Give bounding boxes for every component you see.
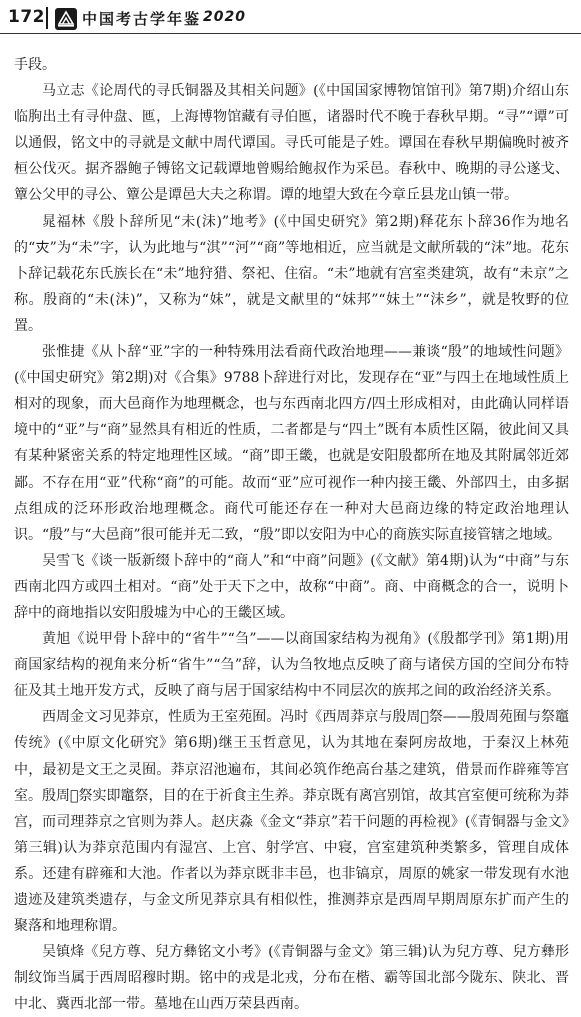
book-title: 中国考古学年鉴 — [82, 10, 202, 28]
paragraph: 西周金文习见莽京，性质为王室苑囿。冯时《西周莽京与殷周𬆌祭——殷周苑囿与祭竈传统》(《中原文化研究》第6期)继王玉哲意见，认为其地在秦阿房故地，于秦汉上林苑中，最初是文王之灵囿。莽京沼池遍布，其间必筑作绝高台基之建筑，借景而作辟雍等宫室。殷周𬆌祭实即竈祭，目的在于祈食主生养。莽京既有离宫别馆，故其宫室便可统称为莽宫，而司理莽京之官则为莽人。赵庆淼《金文“莽京”若干问题的再检视》(《青铜器与金文》第三辑)认为莽京范围内有湿宫、上宫、射学宫、中寝，宫室建筑种类繁多，管理自成体系。还建有辟雍和大池。作者以为莽京既非丰邑，也非镐京，周原的姚家一带发现有水池遗迹及建筑类遗存，与金文所见莽京具有相似性，推测莽京是西周早期周原东扩而产生的聚落和地理称谓。 — [14, 709, 569, 935]
paragraph: 手段。 — [14, 57, 56, 73]
paragraph: 吴雪飞《谈一版新缀卜辞中的“商人”和“中商”问题》(《文献》第4期)认为“中商”与东西南北四方或四土相对。“商”处于天下之中，故称“中商”。商、中商概念的合一，说明卜辞中的商地指以安阳殷墟为中心的王畿区域。 — [14, 552, 569, 621]
paragraph: 黄旭《说甲骨卜辞中的“省牛”“刍”——以商国家结构为视角》(《殷都学刊》第1期)用商国家结构的视角来分析“省牛”“刍”辞，认为刍牧地点反映了商与诸侯方国的空间分布特征及其土地开发方式，反映了商与居于国家结构中不同层次的族邦之间的政治经济关系。 — [14, 631, 569, 700]
paragraph: 马立志《论周代的寻氏铜器及其相关问题》(《中国国家博物馆馆刊》第7期)介绍山东临朐出土有寻仲盘、匜，上海博物馆藏有寻伯匜，诸器时代不晚于春秋早期。“寻”“谭”可以通假，铭文中的寻就是文献中周代谭国。寻氏可能是子姓。谭国在春秋早期偏晚时被齐桓公伐灭。据齐器鲍子镈铭文记载谭地曾赐给鲍叔作为采邑。春秋中、晚期的寻公遂戈、簟公父甲的寻公、簟公是谭邑大夫之称谓。谭的地望大致在今章丘县龙山镇一带。 — [14, 83, 569, 204]
paragraph: 晁福林《殷卜辞所见“未(沬)”地考》(《中国史研究》第2期)释花东卜辞36作为地名的“𡗜”为“未”字，认为此地与“淇”“河”“商”等地相近，应当就是文献所载的“沬”地。花东卜辞记载花东氏族长在“未”地狩猎、祭祀、住宿。“未”地就有宫室类建筑，故有“未京”之称。殷商的“未(沬)”，又称为“妹”，就是文献里的“妹邦”“妹土”“沬乡”，就是牧野的位置。 — [14, 213, 569, 334]
paragraph: 吴镇烽《兒方尊、兒方彝铭文小考》(《青铜器与金文》第三辑)认为兒方尊、兒方彝形制纹饰当属于西周昭穆时期。铭中的戎是北戎，分布在楷、霸等国北部今陇东、陕北、晋中北、冀西北部一带。墓地在山西万荣县西南。 — [14, 944, 569, 1013]
article-body — [14, 52, 569, 1017]
page-number: 172 — [8, 7, 45, 27]
page-header — [0, 0, 581, 34]
header-rule — [0, 33, 581, 34]
paragraph: 张惟捷《从卜辞“亚”字的一种特殊用法看商代政治地理——兼谈“殷”的地域性问题》(《中国史研究》第2期)对《合集》9788卜辞进行对比，发现存在“亚”与四土在地域性质上相对的现象，而大邑商作为地理概念，也与东西南北四方/四土形成相对，由此确认同样语境中的“亚”与“商”显然具有相近的性质，二者都是与“四土”既有本质性区隔，彼此间又具有某种紧密关系的特定地理性区域。“商”即王畿，也就是安阳殷都所在地及其附属邻近郊鄙。不存在用“亚”代称“商”的可能。故而“亚”应可视作一种内接王畿、外部四土，由多据点组成的泛环形政治地理概念。商代可能还存在一种对大邑商边缘的特定政治地理认识。“殷”与“大邑商”很可能并无二致，“殷”即以安阳为中心的商族实际直接管辖之地域。 — [14, 344, 569, 543]
book-logo-icon — [54, 7, 78, 31]
header-divider — [46, 7, 48, 29]
book-year: 2020 — [203, 9, 246, 25]
